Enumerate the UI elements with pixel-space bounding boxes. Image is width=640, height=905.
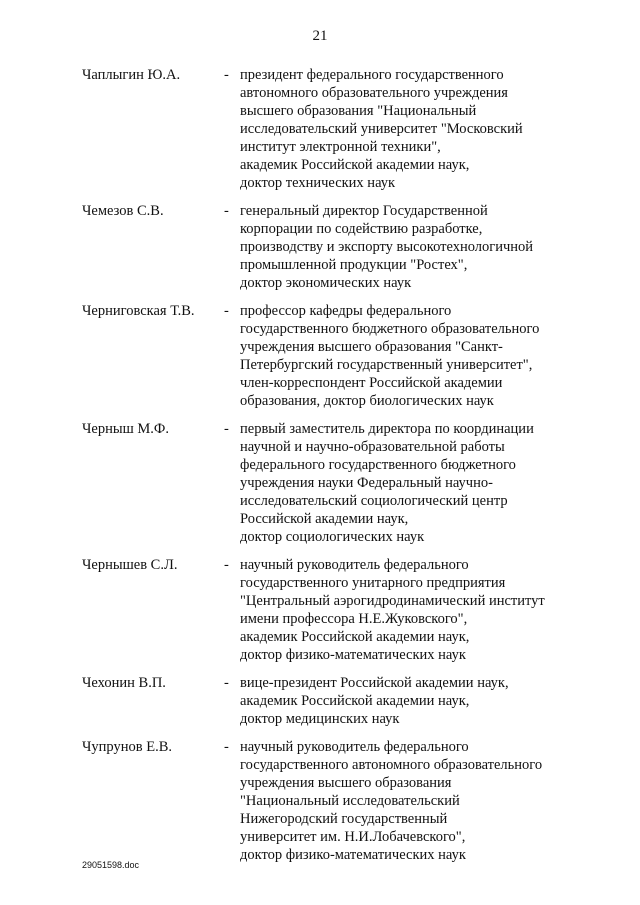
- member-list: [82, 66, 602, 874]
- separator-dash: -: [224, 67, 229, 83]
- list-item: [82, 420, 602, 546]
- description-line: научный руководитель федерального: [240, 557, 469, 573]
- description-line: корпорации по содействию разработке,: [240, 221, 483, 237]
- member-name: Чернышев С.Л.: [82, 557, 178, 573]
- member-description: [240, 738, 602, 864]
- separator-dash: -: [224, 203, 229, 219]
- list-item: [82, 738, 602, 864]
- description-line: первый заместитель директора по координации: [240, 421, 534, 437]
- member-name: Черныш М.Ф.: [82, 421, 169, 437]
- list-item: [82, 556, 602, 664]
- member-description: [240, 556, 602, 664]
- description-line: государственного автономного образовательного: [240, 757, 543, 773]
- member-description: [240, 674, 602, 728]
- description-line: Российской академии наук,: [240, 511, 409, 527]
- list-item: [82, 202, 602, 292]
- description-line: учреждения науки Федеральный научно-: [240, 475, 493, 491]
- list-item: [82, 674, 602, 728]
- list-item: [82, 302, 602, 410]
- description-line: исследовательский университет "Московский: [240, 121, 523, 137]
- description-line: член-корреспондент Российской академии: [240, 375, 503, 391]
- description-line: генеральный директор Государственной: [240, 203, 488, 219]
- description-line: имени профессора Н.Е.Жуковского",: [240, 611, 468, 627]
- description-line: государственного унитарного предприятия: [240, 575, 506, 591]
- description-line: институт электронной техники",: [240, 139, 441, 155]
- description-line: доктор медицинских наук: [240, 711, 400, 727]
- description-line: академик Российской академии наук,: [240, 693, 470, 709]
- member-name: Чемезов С.В.: [82, 203, 164, 219]
- description-line: доктор физико-математических наук: [240, 847, 466, 863]
- page-number: 21: [312, 28, 328, 44]
- description-line: государственного бюджетного образовательного: [240, 321, 540, 337]
- separator-dash: -: [224, 557, 229, 573]
- description-line: образования, доктор биологических наук: [240, 393, 494, 409]
- description-line: Нижегородский государственный: [240, 811, 448, 827]
- description-line: исследовательский социологический центр: [240, 493, 508, 509]
- description-line: "Центральный аэрогидродинамический институт: [240, 593, 545, 609]
- description-line: учреждения высшего образования "Санкт-: [240, 339, 503, 355]
- description-line: профессор кафедры федерального: [240, 303, 452, 319]
- description-line: доктор социологических наук: [240, 529, 425, 545]
- member-name: Чупрунов Е.В.: [82, 739, 173, 755]
- separator-dash: -: [224, 421, 229, 437]
- description-line: академик Российской академии наук,: [240, 629, 470, 645]
- description-line: научной и научно-образовательной работы: [240, 439, 505, 455]
- description-line: доктор экономических наук: [240, 275, 412, 291]
- description-line: вице-президент Российской академии наук,: [240, 675, 509, 691]
- member-description: [240, 420, 602, 546]
- description-line: учреждения высшего образования: [240, 775, 452, 791]
- description-line: доктор технических наук: [240, 175, 396, 191]
- member-description: [240, 202, 602, 292]
- member-name: Чаплыгин Ю.А.: [82, 67, 181, 83]
- description-line: автономного образовательного учреждения: [240, 85, 508, 101]
- description-line: академик Российской академии наук,: [240, 157, 470, 173]
- separator-dash: -: [224, 303, 229, 319]
- description-line: федерального государственного бюджетного: [240, 457, 516, 473]
- description-line: университет им. Н.И.Лобачевского",: [240, 829, 466, 845]
- description-line: доктор физико-математических наук: [240, 647, 466, 663]
- member-description: [240, 302, 602, 410]
- description-line: президент федерального государственного: [240, 67, 504, 83]
- member-description: [240, 66, 602, 192]
- description-line: научный руководитель федерального: [240, 739, 469, 755]
- description-line: производству и экспорту высокотехнологичной: [240, 239, 534, 255]
- member-name: Чехонин В.П.: [82, 675, 166, 691]
- separator-dash: -: [224, 739, 229, 755]
- description-line: Петербургский государственный университет",: [240, 357, 533, 373]
- list-item: [82, 66, 602, 192]
- description-line: высшего образования "Национальный: [240, 103, 477, 119]
- separator-dash: -: [224, 675, 229, 691]
- description-line: промышленной продукции "Ростех",: [240, 257, 468, 273]
- description-line: "Национальный исследовательский: [240, 793, 460, 809]
- document-code: 29051598.doc: [82, 860, 140, 870]
- member-name: Черниговская Т.В.: [82, 303, 195, 319]
